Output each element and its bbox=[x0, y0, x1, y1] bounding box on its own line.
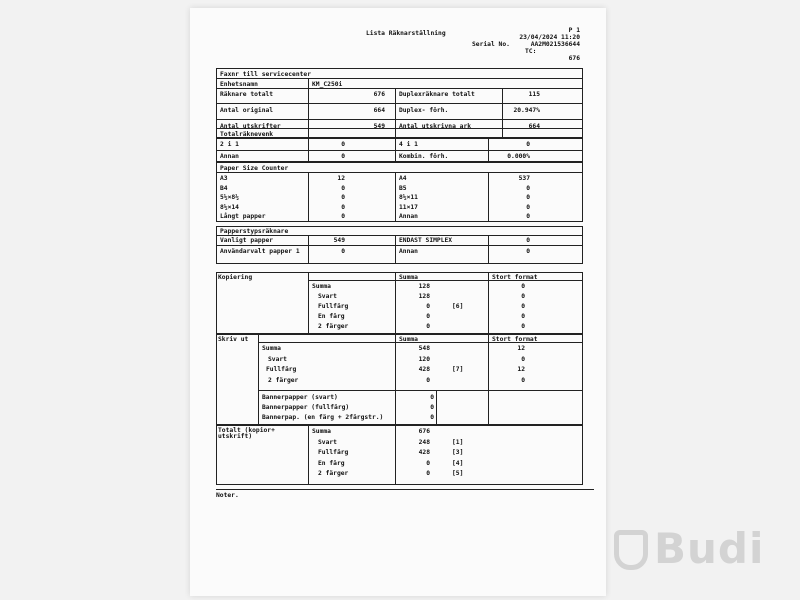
table-rule bbox=[308, 138, 309, 162]
paper-size-value: 0 bbox=[526, 213, 530, 221]
copy-row-label: 2 färger bbox=[318, 323, 349, 330]
copy-row-value: 0 bbox=[426, 313, 430, 320]
service-center-label: Faxnr till servicecenter bbox=[220, 71, 311, 78]
table-rule bbox=[216, 245, 583, 246]
tc-label: TC: bbox=[525, 48, 537, 55]
print-row-value: 0 bbox=[426, 376, 430, 384]
total-row-label: Summa bbox=[312, 428, 331, 435]
total-row-ref: [1] bbox=[452, 438, 464, 446]
banner-row-label: Bannerpapper (svart) bbox=[262, 394, 338, 401]
counter-value: 0 bbox=[341, 141, 345, 148]
counter-value: 0 bbox=[341, 153, 345, 160]
total-row-label: Svart bbox=[318, 438, 337, 446]
total-row-ref: [3] bbox=[452, 449, 464, 456]
watermark bbox=[614, 524, 784, 580]
notes-label: Noter. bbox=[216, 492, 239, 499]
total-row-value: 0 bbox=[426, 459, 430, 467]
table-rule bbox=[258, 390, 583, 391]
copy-summa-header: Summa bbox=[399, 274, 418, 281]
total-section-label: Totalt (kopior+ bbox=[218, 427, 275, 434]
counter-label: Annan bbox=[399, 248, 418, 255]
counter-label: Duplex- förh. bbox=[399, 107, 449, 114]
table-rule bbox=[488, 235, 489, 264]
table-rule bbox=[395, 235, 396, 264]
table-rule bbox=[216, 88, 583, 89]
paper-size-label: Långt papper bbox=[220, 213, 266, 221]
table-rule bbox=[216, 103, 583, 104]
counter-label: Antal utskrivna ark bbox=[399, 123, 472, 130]
copy-row-ref: [6] bbox=[452, 303, 464, 310]
paper-size-value: 0 bbox=[526, 184, 530, 192]
total-row-ref: [4] bbox=[452, 459, 464, 467]
banner-row-label: Bannerpapper (fullfärg) bbox=[262, 404, 350, 411]
counter-label: Duplexräknare totalt bbox=[399, 91, 475, 98]
counter-label: Antal original bbox=[220, 107, 274, 114]
table-rule bbox=[436, 390, 437, 425]
paper-size-value: 0 bbox=[526, 203, 530, 211]
table-rule bbox=[488, 334, 489, 425]
table-rule bbox=[308, 235, 309, 264]
copy-large-format-header: Stort format bbox=[492, 274, 538, 281]
serial-value: AA2M021536644 bbox=[530, 41, 580, 48]
document-sheet bbox=[190, 8, 606, 596]
print-row-value: 120 bbox=[418, 355, 430, 363]
report-title: Lista Räknarställning bbox=[366, 30, 446, 37]
counter-value: 0 bbox=[526, 248, 530, 255]
paper-size-value: 0 bbox=[341, 203, 345, 211]
print-row-large-format: 12 bbox=[517, 345, 525, 352]
table-rule bbox=[308, 425, 309, 485]
print-row-value: 548 bbox=[418, 345, 430, 352]
counter-label: 2 i 1 bbox=[220, 141, 239, 148]
paper-size-label: B5 bbox=[399, 184, 407, 192]
copy-row-large-format: 0 bbox=[521, 313, 525, 320]
table-rule bbox=[308, 280, 583, 281]
report-datetime: 23/04/2024 11:20 bbox=[519, 34, 580, 41]
counter-label: Räknare totalt bbox=[220, 91, 274, 98]
table-rule bbox=[308, 272, 309, 334]
copy-row-value: 0 bbox=[426, 303, 430, 310]
watermark-text: Budi bbox=[654, 524, 765, 573]
total-row-value: 0 bbox=[426, 470, 430, 477]
table-rule bbox=[216, 150, 583, 151]
table-rule bbox=[395, 138, 396, 162]
counter-value: 0 bbox=[526, 141, 530, 148]
copy-section-label: Kopiering bbox=[218, 274, 253, 281]
print-row-value: 428 bbox=[418, 366, 430, 373]
counter-value: 0 bbox=[341, 248, 345, 255]
paper-size-value: 537 bbox=[518, 175, 530, 182]
copy-row-large-format: 0 bbox=[521, 283, 525, 290]
counter-label: ENDAST SIMPLEX bbox=[399, 237, 453, 244]
table-rule bbox=[488, 172, 489, 222]
counter-value: 115 bbox=[528, 91, 540, 98]
print-summa-header: Summa bbox=[399, 336, 418, 343]
paper-size-value: 0 bbox=[341, 194, 345, 202]
paper-size-value: 0 bbox=[341, 184, 345, 192]
table-rule bbox=[216, 119, 583, 120]
banner-row-value: 0 bbox=[430, 404, 434, 411]
total-row-label: Fullfärg bbox=[318, 449, 349, 456]
total-row-value: 676 bbox=[418, 428, 430, 435]
table-rule bbox=[395, 334, 396, 425]
paper-size-value: 0 bbox=[341, 213, 345, 221]
counter-value: 0 bbox=[526, 237, 530, 244]
unit-name-value: KM_C250i bbox=[312, 81, 343, 88]
paper-size-value: 12 bbox=[337, 175, 345, 182]
counter-value: 664 bbox=[528, 123, 540, 130]
table-rule bbox=[488, 272, 489, 334]
copy-row-large-format: 0 bbox=[521, 323, 525, 330]
print-large-format-header: Stort format bbox=[492, 336, 538, 343]
print-row-large-format: 0 bbox=[521, 355, 525, 363]
counter-label: Vanligt papper bbox=[220, 237, 274, 244]
counter-label: Användarvalt papper 1 bbox=[220, 248, 300, 255]
copy-row-large-format: 0 bbox=[521, 293, 525, 300]
paper-size-label: A4 bbox=[399, 175, 407, 182]
table-rule bbox=[216, 78, 583, 79]
print-section-label: Skriv ut bbox=[218, 336, 249, 343]
paper-size-label: 8½×14 bbox=[220, 203, 239, 211]
counter-value: 20.947% bbox=[513, 107, 540, 114]
banner-row-value: 0 bbox=[430, 394, 434, 401]
counter-value: 0.000% bbox=[507, 153, 530, 160]
table-rule bbox=[395, 425, 396, 485]
print-row-large-format: 0 bbox=[521, 376, 525, 384]
table-rule bbox=[395, 272, 396, 334]
table-rule bbox=[216, 235, 583, 236]
counter-label: Kombin. förh. bbox=[399, 153, 449, 160]
total-row-ref: [5] bbox=[452, 470, 464, 477]
paper-size-label: 11×17 bbox=[399, 203, 418, 211]
total-row-label: 2 färger bbox=[318, 470, 349, 477]
copy-row-label: Fullfärg bbox=[318, 303, 349, 310]
table-rule bbox=[258, 334, 259, 425]
unit-name-label: Enhetsnamn bbox=[220, 81, 258, 88]
table-rule bbox=[216, 172, 583, 173]
counter-label: Antal utskrifter bbox=[220, 123, 281, 130]
table-rule bbox=[395, 172, 396, 222]
paper-size-label: A3 bbox=[220, 175, 228, 182]
copy-row-value: 128 bbox=[418, 293, 430, 300]
section-heading: Totalräknevenk bbox=[220, 131, 274, 138]
counter-value: 549 bbox=[333, 237, 345, 244]
print-row-large-format: 12 bbox=[517, 366, 525, 373]
copy-row-label: En färg bbox=[318, 313, 345, 320]
counter-value: 664 bbox=[373, 107, 385, 114]
copy-row-value: 128 bbox=[418, 283, 430, 290]
serial-label: Serial No. bbox=[472, 41, 510, 48]
section-heading: Paper Size Counter bbox=[220, 165, 289, 172]
banner-row-value: 0 bbox=[430, 414, 434, 421]
paper-size-label: B4 bbox=[220, 184, 228, 192]
paper-size-label: 8½×11 bbox=[399, 194, 418, 202]
counter-value: 676 bbox=[373, 91, 385, 98]
page-number: P 1 bbox=[568, 27, 580, 34]
shield-icon bbox=[614, 530, 648, 570]
print-row-label: Fullfärg bbox=[266, 366, 297, 373]
counter-label: Annan bbox=[220, 153, 239, 160]
copy-row-value: 0 bbox=[426, 323, 430, 330]
print-row-label: 2 färger bbox=[268, 376, 299, 384]
counter-value: 549 bbox=[373, 123, 385, 130]
section-heading: Papperstypsräknare bbox=[220, 228, 289, 235]
print-row-label: Summa bbox=[262, 345, 281, 352]
total-row-label: En färg bbox=[318, 459, 345, 467]
copy-row-label: Svart bbox=[318, 293, 337, 300]
table-rule bbox=[308, 172, 309, 222]
paper-size-value: 0 bbox=[526, 194, 530, 202]
print-row-label: Svart bbox=[268, 355, 287, 363]
notes-rule bbox=[216, 489, 594, 490]
copy-row-large-format: 0 bbox=[521, 303, 525, 310]
table-rule bbox=[488, 138, 489, 162]
print-row-ref: [7] bbox=[452, 366, 464, 373]
paper-size-label: 5½×8½ bbox=[220, 194, 239, 202]
total-row-value: 428 bbox=[418, 449, 430, 456]
table-rule bbox=[216, 138, 583, 139]
banner-row-label: Bannerpap. (en färg + 2färgstr.) bbox=[262, 414, 384, 421]
paper-size-label: Annan bbox=[399, 213, 418, 221]
total-section-label-2: utskrift) bbox=[218, 433, 253, 440]
tc-value: 676 bbox=[568, 55, 580, 62]
counter-label: 4 i 1 bbox=[399, 141, 418, 148]
copy-row-label: Summa bbox=[312, 283, 331, 290]
total-row-value: 248 bbox=[418, 438, 430, 446]
